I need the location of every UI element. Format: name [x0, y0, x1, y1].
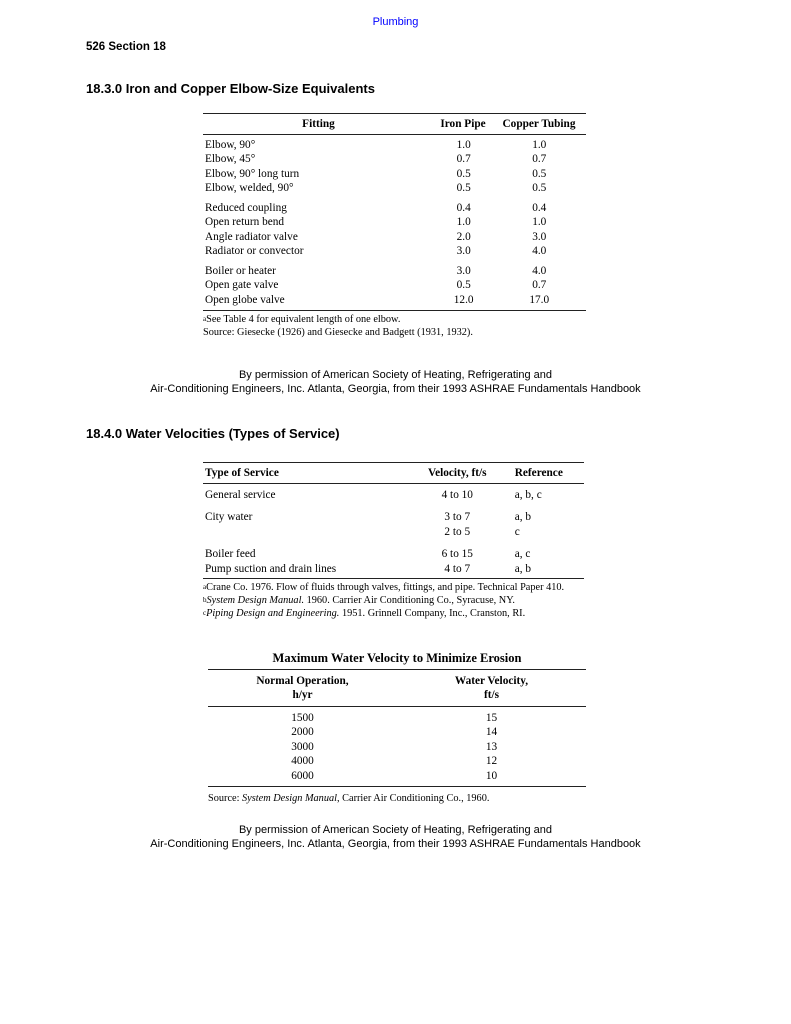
water-velocity-cell: 14 — [485, 726, 498, 738]
footnote-text: 1951. Grinnell Company, Inc., Cranston, RI. — [339, 608, 526, 619]
footnote-text: Crane Co. 1976. Flow of fluids through valves, fittings, and pipe. Technical Paper 410. — [206, 582, 565, 593]
copper-tubing-cell: 0.5 — [532, 182, 547, 194]
table-row — [203, 525, 584, 540]
table-row — [203, 138, 586, 153]
hours-cell: 6000 — [291, 769, 314, 782]
fitting-cell: Reduced coupling — [205, 201, 287, 214]
row-group — [203, 201, 586, 259]
col-water-velocity: Water Velocity, ft/s — [454, 674, 529, 701]
reference-cell: c — [514, 525, 520, 538]
table-row — [203, 244, 586, 259]
running-head[interactable]: Plumbing — [372, 16, 419, 28]
table-footnotes — [203, 581, 584, 620]
footnote — [203, 607, 584, 620]
iron-pipe-cell: 12.0 — [453, 293, 474, 306]
col-normal-operation: Normal Operation, h/yr — [256, 674, 349, 701]
service-type-cell: Boiler feed — [205, 548, 256, 560]
fitting-cell: Elbow, 90° long turn — [205, 167, 300, 180]
reference-cell: a, b — [514, 511, 532, 523]
reference-cell: a, c — [514, 548, 531, 560]
elbow-equivalents-table — [203, 113, 586, 339]
hours-cell: 3000 — [291, 740, 314, 753]
iron-pipe-cell: 3.0 — [456, 264, 471, 277]
table-bottom-rule — [203, 578, 584, 579]
table-row — [208, 725, 586, 740]
water-velocity-cell: 13 — [485, 740, 498, 753]
page-section-label: 526 Section 18 — [86, 41, 166, 53]
table-row — [208, 754, 586, 769]
col-fitting: Fitting — [302, 118, 335, 130]
fitting-cell: Open globe valve — [205, 293, 285, 306]
hours-cell: 1500 — [291, 711, 314, 724]
copper-tubing-cell: 17.0 — [529, 293, 550, 306]
iron-pipe-cell: 0.5 — [456, 279, 471, 291]
fitting-cell: Open return bend — [205, 216, 285, 228]
table-row — [203, 230, 586, 245]
footnote-title: System Design Manual. — [206, 595, 305, 606]
reference-cell: a, b, c — [514, 488, 542, 501]
velocity-cell: 3 to 7 — [444, 511, 471, 523]
fitting-cell: Elbow, 90° — [205, 138, 256, 151]
table-row — [203, 167, 586, 182]
velocity-cell: 4 to 10 — [441, 488, 473, 501]
table-row — [203, 181, 586, 196]
copper-tubing-cell: 0.7 — [532, 153, 547, 165]
col-reference: Reference — [514, 467, 563, 479]
footnote-mark: b — [203, 596, 207, 604]
section-title-elbow-equivalents: 18.3.0 Iron and Copper Elbow-Size Equivalents — [86, 81, 375, 96]
service-type-cell: City water — [205, 511, 253, 523]
row-group — [203, 264, 586, 308]
iron-pipe-cell: 1.0 — [456, 216, 471, 228]
copper-tubing-cell: 0.4 — [532, 201, 547, 214]
velocity-cell: 2 to 5 — [444, 525, 471, 538]
iron-pipe-cell: 1.0 — [456, 138, 471, 151]
table-source: Source: System Design Manual, Carrier Air Conditioning Co., 1960. — [208, 793, 490, 804]
iron-pipe-cell: 3.0 — [456, 245, 471, 257]
fitting-cell: Angle radiator valve — [205, 230, 298, 243]
table-row — [203, 562, 584, 577]
footnote-title: Piping Design and Engineering. — [206, 608, 340, 619]
fitting-cell: Elbow, 45° — [205, 153, 256, 165]
table-row — [208, 740, 586, 755]
fitting-cell: Elbow, welded, 90° — [205, 182, 294, 194]
table-row — [203, 201, 586, 216]
hours-cell: 2000 — [291, 726, 314, 738]
copper-tubing-cell: 3.0 — [532, 230, 547, 243]
copper-tubing-cell: 1.0 — [532, 138, 547, 151]
copper-tubing-cell: 1.0 — [532, 216, 547, 228]
reference-cell: a, b — [514, 562, 532, 575]
service-velocity-table — [203, 462, 584, 620]
table-row — [203, 488, 584, 503]
table-header — [203, 463, 584, 483]
erosion-table-title: Maximum Water Velocity to Minimize Erosion — [272, 651, 522, 665]
table-row — [208, 711, 586, 726]
water-velocity-cell: 12 — [485, 755, 498, 767]
permission-note-2: By permission of American Society of Heating, Refrigerating and Air-Conditioning Engineers, Inc. Atlanta, Georgia, from their 1993 ASHRAE Fundamentals Handbook — [150, 824, 641, 850]
table-footnote: $^a$See Table 4 for equivalent length of one elbow. — [203, 314, 401, 325]
col-iron-pipe: Iron Pipe — [440, 118, 486, 130]
footnote — [203, 594, 584, 607]
table-body — [203, 135, 586, 308]
table-header — [203, 114, 586, 134]
copper-tubing-cell: 4.0 — [532, 245, 547, 257]
table-row — [208, 769, 586, 784]
table-source: Source: Giesecke (1926) and Giesecke and Badgett (1931, 1932). — [203, 327, 473, 338]
table-row — [203, 547, 584, 562]
water-velocity-cell: 10 — [485, 769, 498, 782]
service-type-cell: General service — [205, 488, 276, 501]
col-velocity: Velocity, ft/s — [427, 467, 487, 479]
table-row — [203, 215, 586, 230]
hours-cell: 4000 — [291, 755, 314, 767]
table-row — [203, 510, 584, 525]
row-group — [203, 138, 586, 196]
section-title-water-velocities: 18.4.0 Water Velocities (Types of Service) — [86, 426, 340, 441]
table-row — [203, 293, 586, 308]
table-row — [203, 278, 586, 293]
copper-tubing-cell: 0.7 — [532, 279, 547, 291]
footnote-mark: a — [203, 583, 207, 591]
col-type-of-service: Type of Service — [205, 467, 279, 479]
erosion-velocity-table — [208, 651, 586, 805]
iron-pipe-cell: 0.5 — [456, 167, 471, 180]
fitting-cell: Open gate valve — [205, 279, 279, 291]
fitting-cell: Radiator or convector — [205, 245, 304, 257]
fitting-cell: Boiler or heater — [205, 264, 276, 277]
table-row — [203, 152, 586, 167]
col-copper-tubing: Copper Tubing — [502, 118, 576, 130]
table-header — [208, 670, 586, 703]
table-body — [203, 484, 584, 577]
iron-pipe-cell: 0.7 — [456, 153, 471, 165]
footnote-mark: c — [203, 609, 207, 617]
service-type-cell — [203, 525, 408, 540]
velocity-cell: 4 to 7 — [444, 562, 471, 575]
footnote-text: 1960. Carrier Air Conditioning Co., Syracuse, NY. — [304, 595, 515, 606]
copper-tubing-cell: 4.0 — [532, 264, 547, 277]
water-velocity-cell: 15 — [485, 711, 498, 724]
iron-pipe-cell: 2.0 — [456, 230, 471, 243]
table-bottom-rule — [203, 310, 586, 311]
table-body — [208, 707, 586, 784]
table-bottom-rule — [208, 786, 586, 787]
permission-note-1: By permission of American Society of Heating, Refrigerating and Air-Conditioning Engineers, Inc. Atlanta, Georgia, from their 1993 ASHRAE Fundamentals Handbook — [150, 369, 641, 395]
velocity-cell: 6 to 15 — [441, 548, 473, 560]
iron-pipe-cell: 0.4 — [456, 201, 471, 214]
table-row — [203, 264, 586, 279]
iron-pipe-cell: 0.5 — [456, 182, 471, 194]
copper-tubing-cell: 0.5 — [532, 167, 547, 180]
footnote — [203, 581, 584, 594]
service-type-cell: Pump suction and drain lines — [205, 562, 337, 575]
